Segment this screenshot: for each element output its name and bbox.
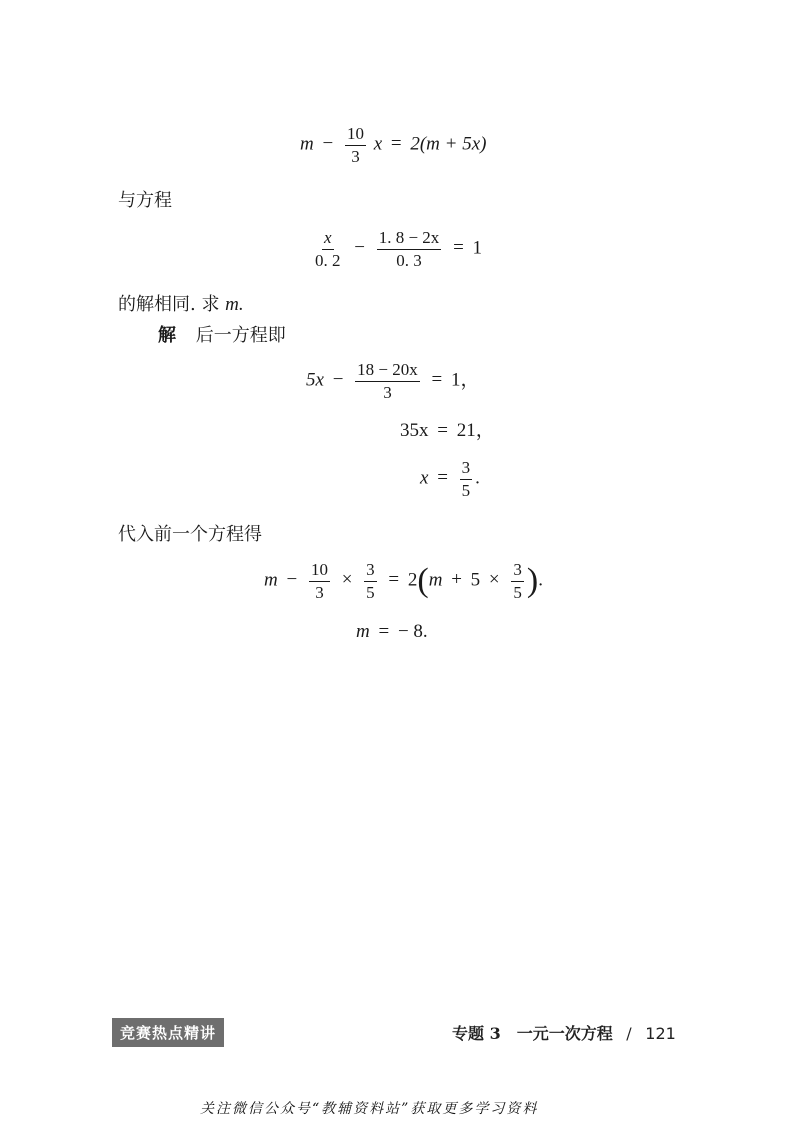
- equals-sign: =: [431, 369, 443, 391]
- period: .: [475, 467, 480, 489]
- fraction-3: [511, 560, 524, 602]
- fraction: [460, 458, 473, 500]
- equals-sign: =: [453, 237, 464, 259]
- denominator: 5: [461, 480, 471, 500]
- rhs-value: 1: [472, 237, 483, 259]
- times-sign-2: ×: [488, 569, 500, 591]
- fraction-2: [364, 560, 377, 602]
- period: .: [538, 569, 543, 591]
- equals-sign: =: [378, 621, 390, 642]
- substitute-text: 代入前一个方程得: [118, 524, 262, 545]
- plus-sign: +: [451, 569, 462, 591]
- var-m: m: [300, 133, 314, 155]
- solution-line: [158, 321, 286, 347]
- equation-5: [420, 458, 480, 500]
- numerator-3: 3: [511, 560, 524, 582]
- numerator-2: 3: [364, 560, 377, 582]
- solution-intro: 后一方程即: [195, 325, 286, 346]
- minus-sign: −: [322, 133, 334, 155]
- equation-4: [400, 421, 495, 440]
- bottom-note: 关注微信公众号“教辅资料站”获取更多学习资料: [200, 1101, 539, 1117]
- times-sign: ×: [341, 569, 353, 591]
- topic-title: 专题 3 一元一次方程: [452, 1024, 613, 1043]
- rhs-value: − 8.: [397, 621, 428, 642]
- separator: /: [626, 1024, 632, 1043]
- equation-6: [264, 560, 543, 602]
- denominator-1: 0. 2: [315, 250, 341, 270]
- minus-sign: −: [354, 237, 365, 259]
- fraction: [345, 124, 366, 166]
- fraction-1: [313, 228, 343, 270]
- rhs-value: 1，: [450, 369, 480, 391]
- section-tag: 竞赛热点精讲: [112, 1018, 224, 1047]
- denominator-3: 5: [513, 582, 522, 602]
- page-footer: [452, 1021, 676, 1044]
- denominator-2: 0. 3: [396, 250, 422, 270]
- numerator: 18 − 20x: [355, 360, 420, 382]
- left-paren: (: [417, 562, 429, 600]
- denominator-1: 3: [315, 582, 324, 602]
- equation-7: [356, 622, 428, 641]
- rhs-expression: 2(m + 5x): [410, 133, 487, 155]
- var-x: x: [420, 467, 429, 489]
- fraction-2: [377, 228, 442, 270]
- minus-sign: −: [286, 569, 298, 591]
- denominator-2: 5: [366, 582, 375, 602]
- var-m: m: [264, 569, 278, 591]
- lhs-term: 35x: [400, 420, 429, 441]
- var-x: x: [373, 133, 383, 155]
- page-number: 121: [645, 1024, 676, 1043]
- equation-1: [300, 124, 487, 166]
- five: 5: [470, 569, 481, 591]
- numerator-1: 10: [309, 560, 330, 582]
- numerator-2: 1. 8 − 2x: [377, 228, 442, 250]
- fraction: [355, 360, 420, 402]
- var-m: m: [356, 621, 370, 642]
- equals-sign: =: [437, 467, 448, 489]
- equals-sign: =: [437, 420, 448, 441]
- equals-sign: =: [388, 569, 400, 591]
- denominator: 3: [383, 382, 392, 402]
- coefficient: 2: [407, 569, 418, 591]
- equation-2: [310, 228, 482, 270]
- question-body: 的解相同. 求: [118, 294, 226, 315]
- var-m-end: m.: [225, 294, 244, 315]
- rhs-value: 21，: [456, 420, 495, 441]
- fraction-1: [309, 560, 330, 602]
- question-text: [118, 290, 244, 316]
- denominator: 3: [351, 146, 360, 166]
- solution-label: 解: [158, 325, 176, 346]
- equation-3: [306, 360, 479, 402]
- minus-sign: −: [332, 369, 344, 391]
- intro-text: 与方程: [118, 190, 172, 211]
- var-m-inner: m: [428, 569, 443, 591]
- numerator: 3: [460, 458, 473, 480]
- lhs-term: 5x: [306, 369, 324, 391]
- numerator-1: x: [322, 228, 334, 250]
- right-paren: ): [526, 562, 539, 600]
- numerator: 10: [345, 124, 366, 146]
- equals-sign: =: [390, 133, 402, 155]
